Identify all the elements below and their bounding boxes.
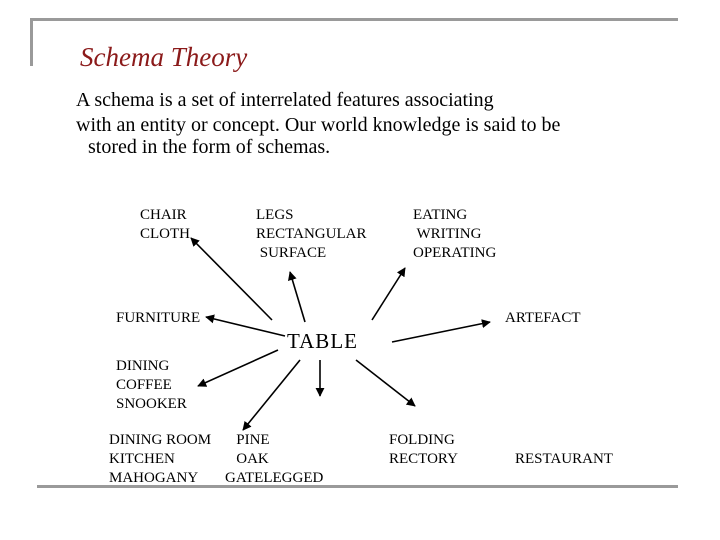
arrow-to-furniture [206, 317, 285, 336]
arrow-to-dining-room [243, 360, 300, 430]
label-chair-cloth: CHAIR CLOTH [140, 207, 190, 242]
paragraph-line-1: A schema is a set of interrelated features associating [76, 89, 494, 111]
label-dining-coffee-snooker: DINING COFFEE SNOOKER [116, 358, 187, 412]
arrow-to-legs-surface [290, 272, 305, 322]
label-pine-oak-gatelegged: PINE OAK GATELEGGED [225, 432, 324, 486]
label-eating-writing-operating: EATING WRITING OPERATING [413, 207, 497, 261]
arrow-to-artefact [392, 322, 490, 342]
paragraph-line-2: with an entity or concept. Our world knowledge is said to be [76, 114, 561, 136]
arrow-to-dining-snooker [198, 350, 278, 386]
paragraph-line-3: stored in the form of schemas. [88, 136, 331, 158]
arrow-to-chair-cloth [191, 238, 272, 320]
slide-title: Schema Theory [80, 42, 248, 72]
label-dining-room-kitchen-mahogany: DINING ROOM KITCHEN MAHOGANY [109, 432, 212, 486]
label-restaurant: RESTAURANT [515, 451, 613, 467]
label-legs-rectangular-surface: LEGS RECTANGULAR SURFACE [256, 207, 367, 261]
label-folding-rectory: FOLDING RECTORY [389, 432, 458, 467]
label-furniture: FURNITURE [116, 310, 201, 326]
center-concept-table: TABLE [287, 329, 358, 353]
label-artefact: ARTEFACT [505, 310, 581, 326]
arrow-to-folding-rectory [356, 360, 415, 406]
arrow-to-eating-operating [372, 268, 405, 320]
